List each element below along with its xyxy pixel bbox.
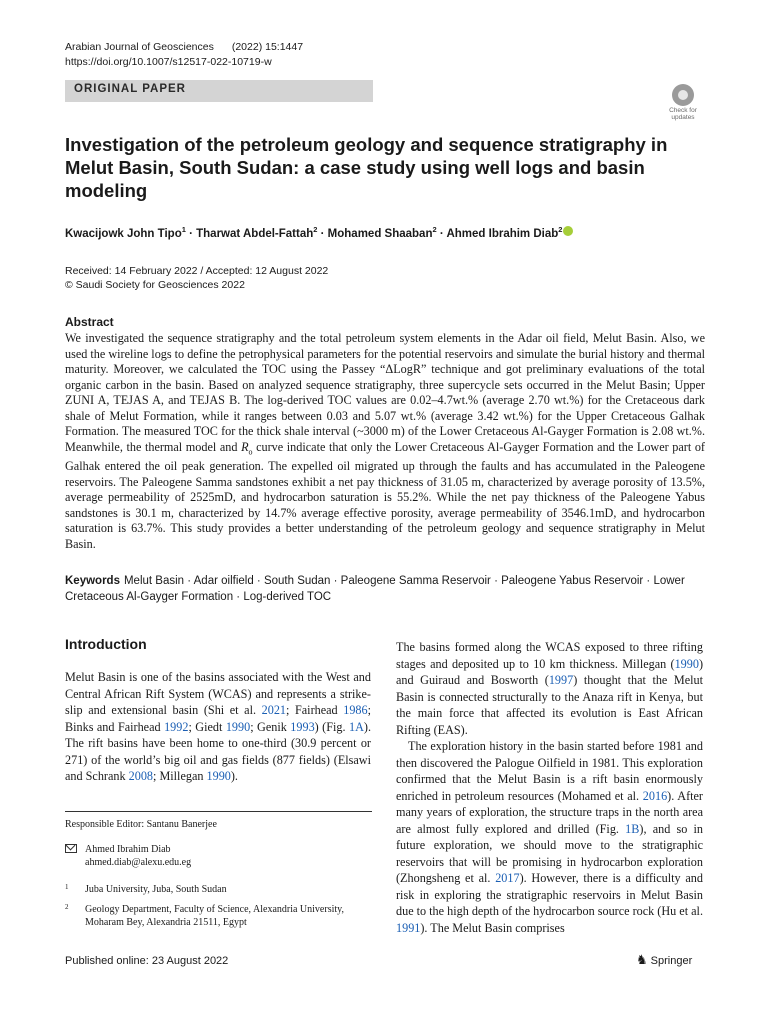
citation-link[interactable]: 1990 <box>206 769 231 783</box>
citation-link[interactable]: 2016 <box>642 788 668 803</box>
journal-line <box>65 40 303 54</box>
author-affiliation-mark: 2 <box>313 225 318 234</box>
body-text: Melut Basin is one of the basins associated with the West and Central African Rift System (WCAS) and represents a strike-slip and extensional basin (Shi et al. <box>65 670 371 717</box>
article-type-bar <box>65 80 373 102</box>
body-text: The basins formed along the WCAS exposed to three rifting stages and deposited up to 10 km thickness. Millegan ( <box>396 640 703 671</box>
body-text: ) (Fig. <box>314 719 350 734</box>
body-text: ; Millegan <box>153 769 207 783</box>
ro-subscript: o <box>248 446 253 456</box>
keywords-text: Melut Basin · Adar oilfield · South Sudan · Paleogene Samma Reservoir · Paleogene Yabus Reservoir · Lower Cretaceous Al-Gayger Formation · Log-derived TOC <box>65 575 685 603</box>
citation-link[interactable]: 2021 <box>261 703 286 717</box>
citation-link[interactable]: 2008 <box>128 769 154 783</box>
author-name[interactable]: Mohamed Shaaban <box>327 227 433 240</box>
affiliation-text: Geology Department, Faculty of Science, Alexandria University, Moharam Bey, Alexandria 21511, Egypt <box>85 904 344 928</box>
author-affiliation-mark: 1 <box>181 225 186 234</box>
article-type-label: ORIGINAL PAPER <box>74 83 186 95</box>
introduction-heading: Introduction <box>65 636 147 652</box>
citation-link[interactable]: 1992 <box>164 719 189 734</box>
body-text: ). However, there is a difficulty and risk in exploring the stratigraphic reservoirs in Melut Basin due to the high depth of the hydrocarbon source rock (Hu et al. <box>396 871 703 918</box>
intro-right-paragraph-1 <box>396 639 703 738</box>
affiliation-2 <box>65 903 367 929</box>
footnote-divider <box>65 811 372 812</box>
affiliation-number: 1 <box>65 883 69 891</box>
abstract-body <box>65 331 705 552</box>
affiliation-1 <box>65 883 367 896</box>
citation-link[interactable]: 1997 <box>548 673 574 687</box>
doi-link[interactable]: https://doi.org/10.1007/s12517-022-10719-w <box>65 56 272 68</box>
citation-link[interactable]: 1993 <box>290 719 315 734</box>
body-text: ) thought that the Melut Basin is connected structurally to the Anaza rift in Kenya, but the main force that affected its evolution is East African Rifting (EAS). <box>396 673 704 737</box>
keywords-label: Keywords <box>65 575 120 587</box>
intro-left-paragraph <box>65 669 371 785</box>
corresponding-author <box>65 843 191 869</box>
body-text: ). The Melut Basin comprises <box>420 920 565 935</box>
check-updates-icon <box>672 84 694 106</box>
published-online: Published online: 23 August 2022 <box>65 955 229 967</box>
body-text: ). <box>230 769 238 783</box>
intro-right-column <box>396 639 703 936</box>
author-name[interactable]: Tharwat Abdel-Fattah <box>196 227 314 240</box>
body-text: The exploration history in the basin started before 1981 and then discovered the Palogue Oilfield in 1981. This exploration confirmed that the Melut Basin is a rift basin enormously enriched in petroleum resources (Mohamed et al. <box>396 739 703 803</box>
springer-horse-icon: ♞ <box>636 952 648 967</box>
abstract-text-1: We investigated the sequence stratigraphy and the total petroleum system elements in the Adar oil field, Melut Basin. Also, we used the wireline logs to define the petrophysical parameters for the potential reservoirs and simulate the burial history and thermal maturity. Moreover, we calculated the TOC using the Passey “ΔLogR” technique and got preliminary evaluations of the total organic carbon in the basin. Based on analyzed sequence stratigraphy, three supercycle sets occurred in the Melut Basin; Upper ZUNI A, TEJAS A, and TEJAS B. The log-derived TOC values are 0.02–4.7wt.% (average 2.70 wt.%) for the Cretaceous dark shale of Melut Formation, while it ranges between 0.03 and 5.07 wt.% (average 3.42 wt.%) for the Upper Cretaceous Galhak Formation. The measured TOC for the thick shale interval (~3000 m) of the Lower Cretaceous Al-Gayger Formation is 2.08 wt.%. Meanwhile, the thermal model and <box>65 331 705 454</box>
publisher-name: Springer <box>650 955 693 967</box>
publisher-logo <box>636 952 692 968</box>
body-text: ; Fairhead <box>286 703 344 717</box>
check-for-updates-badge[interactable] <box>664 84 702 124</box>
body-text: ; Binks and Fairhead <box>65 703 371 734</box>
received-accepted-dates: Received: 14 February 2022 / Accepted: 12 August 2022 <box>65 265 329 277</box>
body-text: ) and Guiraud and Bosworth ( <box>396 656 703 687</box>
intro-right-paragraph-2 <box>396 738 703 936</box>
body-text: ; Giedt <box>188 719 226 734</box>
keywords <box>65 573 705 605</box>
corresponding-name: Ahmed Ibrahim Diab <box>85 844 171 855</box>
author-affiliation-mark: 2 <box>558 225 563 234</box>
body-text: ), and so in future exploration, we should move to the stratigraphic reservoirs that will be promising in hydrocarbon exploration (Zhongsheng et al. <box>396 821 703 885</box>
author-name[interactable]: Kwacijowk John Tipo <box>65 227 182 240</box>
journal-citation: (2022) 15:1447 <box>231 41 304 53</box>
paper-title: Investigation of the petroleum geology and sequence stratigraphy in Melut Basin, South Sudan: a case study using well logs and basin modeling <box>65 134 668 201</box>
body-text: ). The rift basins have been home to one-third (30.9 percent or 271) of the world’s big oil and gas fields (877 fields) (Elsawi and Schrank <box>65 719 372 783</box>
citation-link[interactable]: 1990 <box>225 719 251 734</box>
orcid-icon[interactable] <box>563 226 573 236</box>
author-separator: · <box>185 227 197 240</box>
citation-link[interactable]: 1A <box>349 719 364 734</box>
author-name[interactable]: Ahmed Ibrahim Diab <box>446 227 559 240</box>
responsible-editor: Responsible Editor: Santanu Banerjee <box>65 819 217 830</box>
corresponding-email[interactable]: ahmed.diab@alexu.edu.eg <box>85 857 192 868</box>
author-separator: · <box>317 227 328 240</box>
citation-link[interactable]: 1991 <box>396 920 421 935</box>
author-list <box>65 225 573 240</box>
affiliation-number: 2 <box>65 903 69 911</box>
affiliation-text: Juba University, Juba, South Sudan <box>85 884 227 895</box>
body-text: ). After many years of exploration, the structure traps in the north area are almost fully explored and drilled (Fig. <box>396 788 703 836</box>
body-text: ; Genik <box>250 719 291 734</box>
abstract-heading: Abstract <box>65 315 114 329</box>
citation-link[interactable]: 1B <box>625 821 640 836</box>
author-affiliation-mark: 2 <box>432 225 437 234</box>
author-separator: · <box>436 227 447 240</box>
citation-link[interactable]: 1986 <box>343 703 368 717</box>
journal-name: Arabian Journal of Geosciences <box>65 41 214 53</box>
citation-link[interactable]: 1990 <box>674 656 699 671</box>
citation-link[interactable]: 2017 <box>495 871 520 885</box>
check-updates-label: Check for updates <box>669 107 697 121</box>
ro-symbol: R <box>241 439 249 454</box>
envelope-icon <box>65 844 77 853</box>
copyright: © Saudi Society for Geosciences 2022 <box>65 279 245 291</box>
abstract-text-2: curve indicate that only the Lower Cretaceous Al-Gayger Formation and the Lower part of Galhak entered the oil peak generation. The expelled oil migrated up through the faults and has accumulated in the Paleogene reservoirs. The Paleogene Samma sandstones exhibit a net pay thickness of 31.05 m, characterized by average porosity of 13.5%, average permeability of 2525mD, and hydrocarbon saturation is 55.2%. While the net pay thickness of the Paleogene Yabus sandstones is 30.1 m, characterized by 14.7% average effective porosity, average permeability of 3546.1mD, and hydrocarbon saturation is 63.7%. This study provides a better understanding of the petroleum geology and sequence stratigraphy in Melut Basin. <box>65 439 705 551</box>
